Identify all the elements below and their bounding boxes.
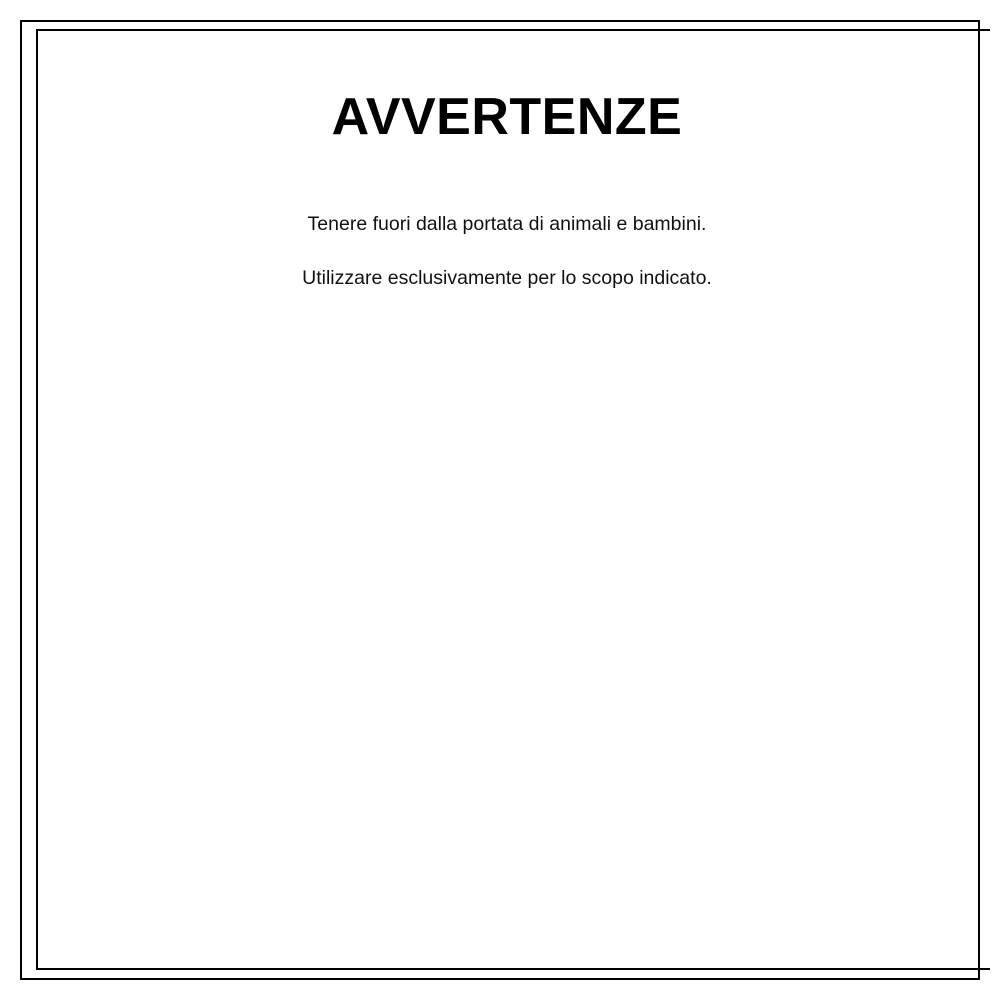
- warnings-list: [76, 210, 938, 294]
- page-title: AVVERTENZE: [331, 88, 683, 146]
- warning-line-1: Tenere fuori dalla portata di animali e bambini.: [307, 213, 707, 236]
- document-content: [36, 29, 978, 970]
- warning-line-2: Utilizzare esclusivamente per lo scopo indicato.: [302, 267, 712, 290]
